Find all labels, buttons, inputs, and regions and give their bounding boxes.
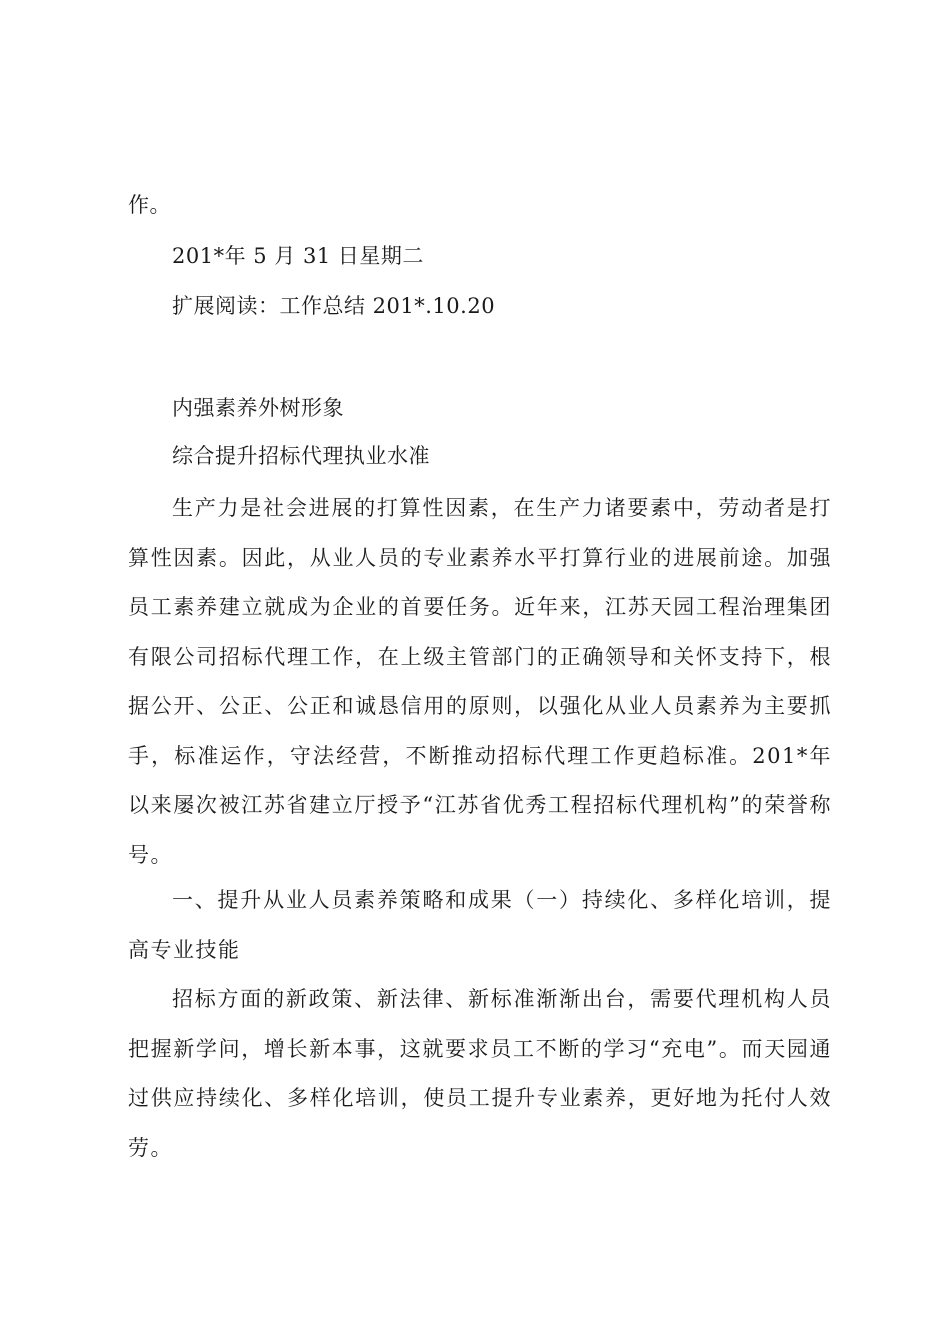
extended-reading-line: 扩展阅读：工作总结 201*.10.20 bbox=[172, 294, 496, 318]
body-paragraph-3: 招标方面的新政策、新法律、新标准渐渐出台，需要代理机构人员把握新学问，增长新本事，这就要求员工不断的学习“充电”。而天园通过供应持续化、多样化培训，使员工提升专业素养，更好地为托付人效劳。 bbox=[128, 987, 832, 1160]
date-line: 201*年 5 月 31 日星期二 bbox=[172, 244, 424, 268]
text-line-tail: 作。 bbox=[128, 193, 171, 217]
heading-line-2: 综合提升招标代理执业水准 bbox=[172, 444, 430, 468]
body-paragraph-1: 生产力是社会进展的打算性因素，在生产力诸要素中，劳动者是打算性因素。因此，从业人员的专业素养水平打算行业的进展前途。加强员工素养建立就成为企业的首要任务。近年来，江苏天园工程治理集团有限公司招标代理工作，在上级主管部门的正确领导和关怀支持下，根据公开、公正、公正和诚恳信用的原则，以强化从业人员素养为主要抓手，标准运作，守法经营，不断推动招标代理工作更趋标准。201*年以来屡次被江苏省建立厅授予“江苏省优秀工程招标代理机构”的荣誉称号。 bbox=[128, 496, 832, 867]
heading-line-1: 内强素养外树形象 bbox=[172, 396, 344, 420]
body-paragraph-2: 一、提升从业人员素养策略和成果（一）持续化、多样化培训，提高专业技能 bbox=[128, 888, 832, 962]
